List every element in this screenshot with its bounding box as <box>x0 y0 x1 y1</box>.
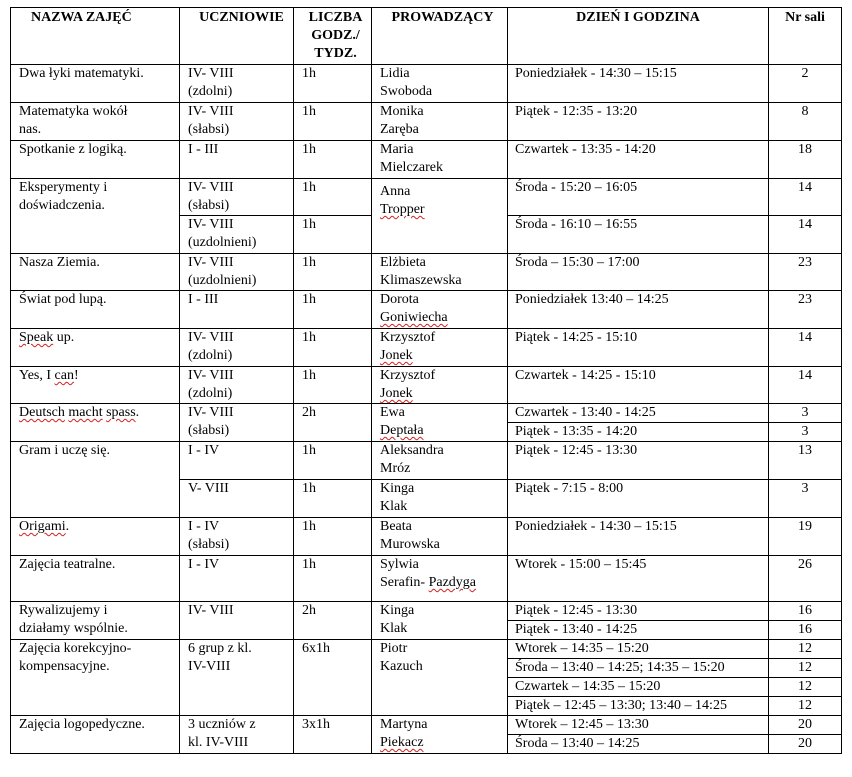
header-sala: Nr sali <box>769 8 842 65</box>
cell-liczba: 1h <box>294 179 372 216</box>
cell-liczba: 1h <box>294 367 372 404</box>
cell-prowadzacy: Aleksandra Mróz <box>372 442 508 480</box>
cell-liczba: 1h <box>294 518 372 556</box>
cell-sala: 12 <box>769 678 842 697</box>
cell-sala: 14 <box>769 179 842 216</box>
cell-uczniowie: IV- VIII (uzdolnieni) <box>180 254 294 291</box>
cell-prowadzacy: Piotr Kazuch <box>372 640 508 716</box>
cell-sala: 12 <box>769 659 842 678</box>
cell-sala: 2 <box>769 65 842 103</box>
cell-prowadzacy: Krzysztof Jonek <box>372 367 508 404</box>
cell-sala: 23 <box>769 291 842 329</box>
cell-nazwa: Świat pod lupą. <box>11 291 180 329</box>
header-liczba: LICZBA GODZ./ TYDZ. <box>294 8 372 65</box>
cell-sala: 14 <box>769 329 842 367</box>
cell-dzien: Środa - 16:10 – 16:55 <box>508 216 769 254</box>
cell-nazwa: Matematyka wokół nas. <box>11 103 180 141</box>
cell-liczba: 1h <box>294 480 372 518</box>
cell-uczniowie: IV- VIII (zdolni) <box>180 65 294 103</box>
cell-dzien: Czwartek - 13:35 - 14:20 <box>508 141 769 179</box>
cell-dzien: Wtorek - 15:00 – 15:45 <box>508 556 769 602</box>
table-row <box>11 179 842 216</box>
table-row <box>11 367 842 404</box>
cell-prowadzacy: Ewa Deptała <box>372 404 508 442</box>
cell-dzien: Piątek - 13:35 - 14:20 <box>508 423 769 442</box>
table-row <box>11 404 842 423</box>
table-row <box>11 103 842 141</box>
cell-uczniowie: IV- VIII (słabsi) <box>180 103 294 141</box>
cell-dzien: Piątek - 12:35 - 13:20 <box>508 103 769 141</box>
cell-liczba: 1h <box>294 329 372 367</box>
cell-nazwa: Zajęcia korekcyjno- kompensacyjne. <box>11 640 180 716</box>
table-row <box>11 141 842 179</box>
cell-nazwa: Spotkanie z logiką. <box>11 141 180 179</box>
table-row <box>11 640 842 659</box>
table-row <box>11 602 842 621</box>
cell-liczba: 1h <box>294 254 372 291</box>
cell-dzien: Wtorek – 12:45 – 13:30 <box>508 716 769 735</box>
cell-dzien: Poniedziałek - 14:30 – 15:15 <box>508 65 769 103</box>
cell-nazwa: Origami. <box>11 518 180 556</box>
cell-dzien: Środa – 13:40 – 14:25 <box>508 735 769 754</box>
cell-nazwa: Zajęcia teatralne. <box>11 556 180 602</box>
cell-dzien: Piątek - 14:25 - 15:10 <box>508 329 769 367</box>
cell-dzien: Poniedziałek - 14:30 – 15:15 <box>508 518 769 556</box>
cell-dzien: Poniedziałek 13:40 – 14:25 <box>508 291 769 329</box>
table-row <box>11 291 842 329</box>
cell-uczniowie: IV- VIII <box>180 602 294 640</box>
cell-nazwa: Zajęcia logopedyczne. <box>11 716 180 754</box>
cell-prowadzacy: Monika Zaręba <box>372 103 508 141</box>
cell-uczniowie: IV- VIII (słabsi) <box>180 179 294 216</box>
cell-prowadzacy: Elżbieta Klimaszewska <box>372 254 508 291</box>
cell-sala: 20 <box>769 735 842 754</box>
cell-uczniowie: I - IV <box>180 556 294 602</box>
cell-dzien: Środa - 15:20 – 16:05 <box>508 179 769 216</box>
cell-sala: 26 <box>769 556 842 602</box>
cell-prowadzacy: Anna Tropper <box>372 179 508 254</box>
cell-prowadzacy: Kinga Klak <box>372 480 508 518</box>
cell-sala: 18 <box>769 141 842 179</box>
cell-uczniowie: I - III <box>180 141 294 179</box>
table-row <box>11 329 842 367</box>
cell-prowadzacy: Dorota Goniwiecha <box>372 291 508 329</box>
cell-liczba: 1h <box>294 216 372 254</box>
cell-sala: 16 <box>769 602 842 621</box>
cell-prowadzacy: Maria Mielczarek <box>372 141 508 179</box>
cell-sala: 3 <box>769 480 842 518</box>
cell-nazwa: Eksperymenty i doświadczenia. <box>11 179 180 254</box>
cell-dzien: Piątek - 12:45 - 13:30 <box>508 442 769 480</box>
cell-uczniowie: IV- VIII (zdolni) <box>180 329 294 367</box>
cell-sala: 3 <box>769 423 842 442</box>
cell-nazwa: Yes, I can! <box>11 367 180 404</box>
cell-dzien: Środa – 15:30 – 17:00 <box>508 254 769 291</box>
cell-sala: 13 <box>769 442 842 480</box>
cell-prowadzacy: Krzysztof Jonek <box>372 329 508 367</box>
cell-uczniowie: 3 uczniów z kl. IV-VIII <box>180 716 294 754</box>
table-row <box>11 442 842 480</box>
cell-liczba: 1h <box>294 103 372 141</box>
cell-uczniowie: 6 grup z kl. IV-VIII <box>180 640 294 716</box>
cell-dzien: Piątek - 13:40 - 14:25 <box>508 621 769 640</box>
table-row <box>11 65 842 103</box>
header-uczniowie: UCZNIOWIE <box>180 8 294 65</box>
cell-uczniowie: I - IV (słabsi) <box>180 518 294 556</box>
cell-uczniowie: IV- VIII (zdolni) <box>180 367 294 404</box>
cell-liczba: 1h <box>294 556 372 602</box>
cell-nazwa: Speak up. <box>11 329 180 367</box>
cell-sala: 14 <box>769 216 842 254</box>
cell-sala: 20 <box>769 716 842 735</box>
cell-uczniowie: I - IV <box>180 442 294 480</box>
cell-nazwa: Dwa łyki matematyki. <box>11 65 180 103</box>
cell-nazwa: Gram i uczę się. <box>11 442 180 518</box>
cell-uczniowie: IV- VIII (uzdolnieni) <box>180 216 294 254</box>
cell-prowadzacy: Sylwia Serafin- Pazdyga <box>372 556 508 602</box>
cell-uczniowie: V- VIII <box>180 480 294 518</box>
cell-prowadzacy: Beata Murowska <box>372 518 508 556</box>
cell-sala: 8 <box>769 103 842 141</box>
cell-sala: 3 <box>769 404 842 423</box>
cell-sala: 12 <box>769 640 842 659</box>
cell-nazwa: Rywalizujemy i działamy wspólnie. <box>11 602 180 640</box>
table-row <box>11 254 842 291</box>
header-nazwa: NAZWA ZAJĘĆ <box>11 8 180 65</box>
cell-dzien: Piątek – 12:45 – 13:30; 13:40 – 14:25 <box>508 697 769 716</box>
cell-nazwa: Deutsch macht spass. <box>11 404 180 442</box>
cell-dzien: Piątek - 12:45 - 13:30 <box>508 602 769 621</box>
cell-sala: 16 <box>769 621 842 640</box>
cell-liczba: 1h <box>294 291 372 329</box>
cell-liczba: 6x1h <box>294 640 372 716</box>
cell-prowadzacy: Kinga Klak <box>372 602 508 640</box>
schedule-table <box>10 7 842 754</box>
cell-dzien: Czwartek – 14:35 – 15:20 <box>508 678 769 697</box>
cell-liczba: 2h <box>294 602 372 640</box>
header-row <box>11 8 842 65</box>
cell-uczniowie: I - III <box>180 291 294 329</box>
cell-dzien: Środa – 13:40 – 14:25; 14:35 – 15:20 <box>508 659 769 678</box>
cell-liczba: 1h <box>294 141 372 179</box>
cell-prowadzacy: Lidia Swoboda <box>372 65 508 103</box>
cell-dzien: Piątek - 7:15 - 8:00 <box>508 480 769 518</box>
header-prowadzacy: PROWADZĄCY <box>372 8 508 65</box>
table-row <box>11 518 842 556</box>
header-dzien: DZIEŃ I GODZINA <box>508 8 769 65</box>
cell-sala: 14 <box>769 367 842 404</box>
cell-prowadzacy: Martyna Piekacz <box>372 716 508 754</box>
cell-liczba: 2h <box>294 404 372 442</box>
cell-sala: 19 <box>769 518 842 556</box>
cell-nazwa: Nasza Ziemia. <box>11 254 180 291</box>
table-row <box>11 716 842 735</box>
cell-dzien: Czwartek - 14:25 - 15:10 <box>508 367 769 404</box>
table-row <box>11 556 842 602</box>
cell-liczba: 3x1h <box>294 716 372 754</box>
cell-sala: 23 <box>769 254 842 291</box>
cell-dzien: Wtorek – 14:35 – 15:20 <box>508 640 769 659</box>
cell-uczniowie: IV- VIII (słabsi) <box>180 404 294 442</box>
cell-dzien: Czwartek - 13:40 - 14:25 <box>508 404 769 423</box>
cell-sala: 12 <box>769 697 842 716</box>
cell-liczba: 1h <box>294 65 372 103</box>
cell-liczba: 1h <box>294 442 372 480</box>
